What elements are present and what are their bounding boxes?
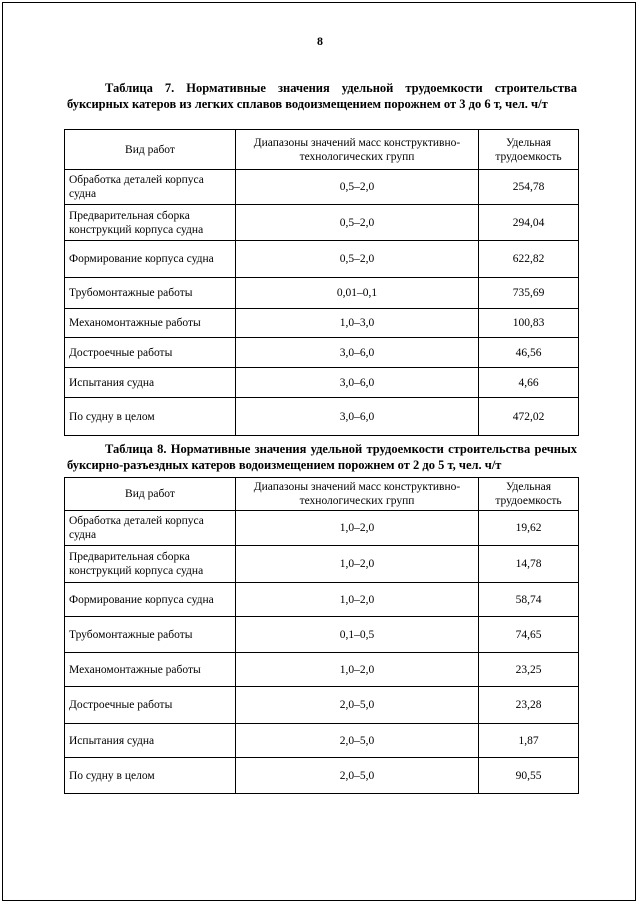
labor-intensity-cell: 74,65 [479, 617, 579, 653]
table-row [65, 546, 579, 583]
table-row [65, 278, 579, 309]
table7-caption-line2: буксирных катеров из легких сплавов водоизмещением порожнем от 3 до 6 т, чел. ч/т [67, 97, 548, 111]
table7 [64, 129, 579, 436]
mass-range-cell: 0,1–0,5 [236, 617, 479, 653]
table-row [65, 758, 579, 794]
mass-range-cell: 3,0–6,0 [236, 368, 479, 398]
work-type-cell: Обработка деталей корпуса судна [65, 511, 236, 546]
mass-range-cell: 3,0–6,0 [236, 398, 479, 436]
mass-range-cell: 1,0–2,0 [236, 546, 479, 583]
work-type-cell: Предварительная сборка конструкций корпуса судна [65, 205, 236, 241]
labor-intensity-cell: 294,04 [479, 205, 579, 241]
labor-intensity-cell: 100,83 [479, 309, 579, 338]
work-type-cell: Обработка деталей корпуса судна [65, 170, 236, 205]
table8-header-row [65, 478, 579, 511]
table8-header-value: Удельная трудоемкость [479, 478, 579, 511]
table-row [65, 617, 579, 653]
work-type-cell: Механомонтажные работы [65, 653, 236, 687]
page-number: 8 [317, 34, 323, 48]
table-row [65, 309, 579, 338]
labor-intensity-cell: 622,82 [479, 241, 579, 278]
labor-intensity-cell: 735,69 [479, 278, 579, 309]
table7-caption [67, 80, 577, 112]
table7-caption-line1: Таблица 7. Нормативные значения удельной трудоемкости строительства [105, 81, 577, 95]
work-type-cell: Достроечные работы [65, 687, 236, 724]
table7-header-row [65, 130, 579, 170]
table8-caption-line2: буксирно-разъездных катеров водоизмещением порожнем от 2 до 5 т, чел. ч/т [67, 458, 502, 472]
table-row [65, 170, 579, 205]
work-type-cell: Испытания судна [65, 368, 236, 398]
table8-header-range: Диапазоны значений масс конструктивно-технологических групп [236, 478, 479, 511]
work-type-cell: Испытания судна [65, 724, 236, 758]
table8-caption [67, 441, 577, 473]
work-type-cell: По судну в целом [65, 398, 236, 436]
labor-intensity-cell: 254,78 [479, 170, 579, 205]
table7-header-value: Удельная трудоемкость [479, 130, 579, 170]
table-row [65, 205, 579, 241]
mass-range-cell: 1,0–3,0 [236, 309, 479, 338]
labor-intensity-cell: 19,62 [479, 511, 579, 546]
table-row [65, 241, 579, 278]
labor-intensity-cell: 46,56 [479, 338, 579, 368]
table-row [65, 398, 579, 436]
labor-intensity-cell: 23,25 [479, 653, 579, 687]
mass-range-cell: 1,0–2,0 [236, 511, 479, 546]
mass-range-cell: 0,5–2,0 [236, 241, 479, 278]
table8 [64, 477, 579, 794]
table-row [65, 687, 579, 724]
table7-header-work: Вид работ [65, 130, 236, 170]
mass-range-cell: 0,5–2,0 [236, 205, 479, 241]
mass-range-cell: 2,0–5,0 [236, 758, 479, 794]
mass-range-cell: 0,01–0,1 [236, 278, 479, 309]
table-row [65, 583, 579, 617]
table-row [65, 724, 579, 758]
work-type-cell: По судну в целом [65, 758, 236, 794]
work-type-cell: Формирование корпуса судна [65, 583, 236, 617]
labor-intensity-cell: 58,74 [479, 583, 579, 617]
mass-range-cell: 1,0–2,0 [236, 653, 479, 687]
table7-header-range: Диапазоны значений масс конструктивно-технологических групп [236, 130, 479, 170]
mass-range-cell: 3,0–6,0 [236, 338, 479, 368]
labor-intensity-cell: 90,55 [479, 758, 579, 794]
work-type-cell: Трубомонтажные работы [65, 617, 236, 653]
labor-intensity-cell: 4,66 [479, 368, 579, 398]
mass-range-cell: 0,5–2,0 [236, 170, 479, 205]
labor-intensity-cell: 472,02 [479, 398, 579, 436]
table-row [65, 338, 579, 368]
table-row [65, 653, 579, 687]
labor-intensity-cell: 14,78 [479, 546, 579, 583]
table8-caption-line1: Таблица 8. Нормативные значения удельной трудоемкости строительства речных [105, 442, 577, 456]
mass-range-cell: 2,0–5,0 [236, 724, 479, 758]
work-type-cell: Достроечные работы [65, 338, 236, 368]
table-row [65, 368, 579, 398]
labor-intensity-cell: 1,87 [479, 724, 579, 758]
mass-range-cell: 1,0–2,0 [236, 583, 479, 617]
work-type-cell: Трубомонтажные работы [65, 278, 236, 309]
table-row [65, 511, 579, 546]
table8-header-work: Вид работ [65, 478, 236, 511]
mass-range-cell: 2,0–5,0 [236, 687, 479, 724]
work-type-cell: Формирование корпуса судна [65, 241, 236, 278]
labor-intensity-cell: 23,28 [479, 687, 579, 724]
work-type-cell: Механомонтажные работы [65, 309, 236, 338]
work-type-cell: Предварительная сборка конструкций корпуса судна [65, 546, 236, 583]
